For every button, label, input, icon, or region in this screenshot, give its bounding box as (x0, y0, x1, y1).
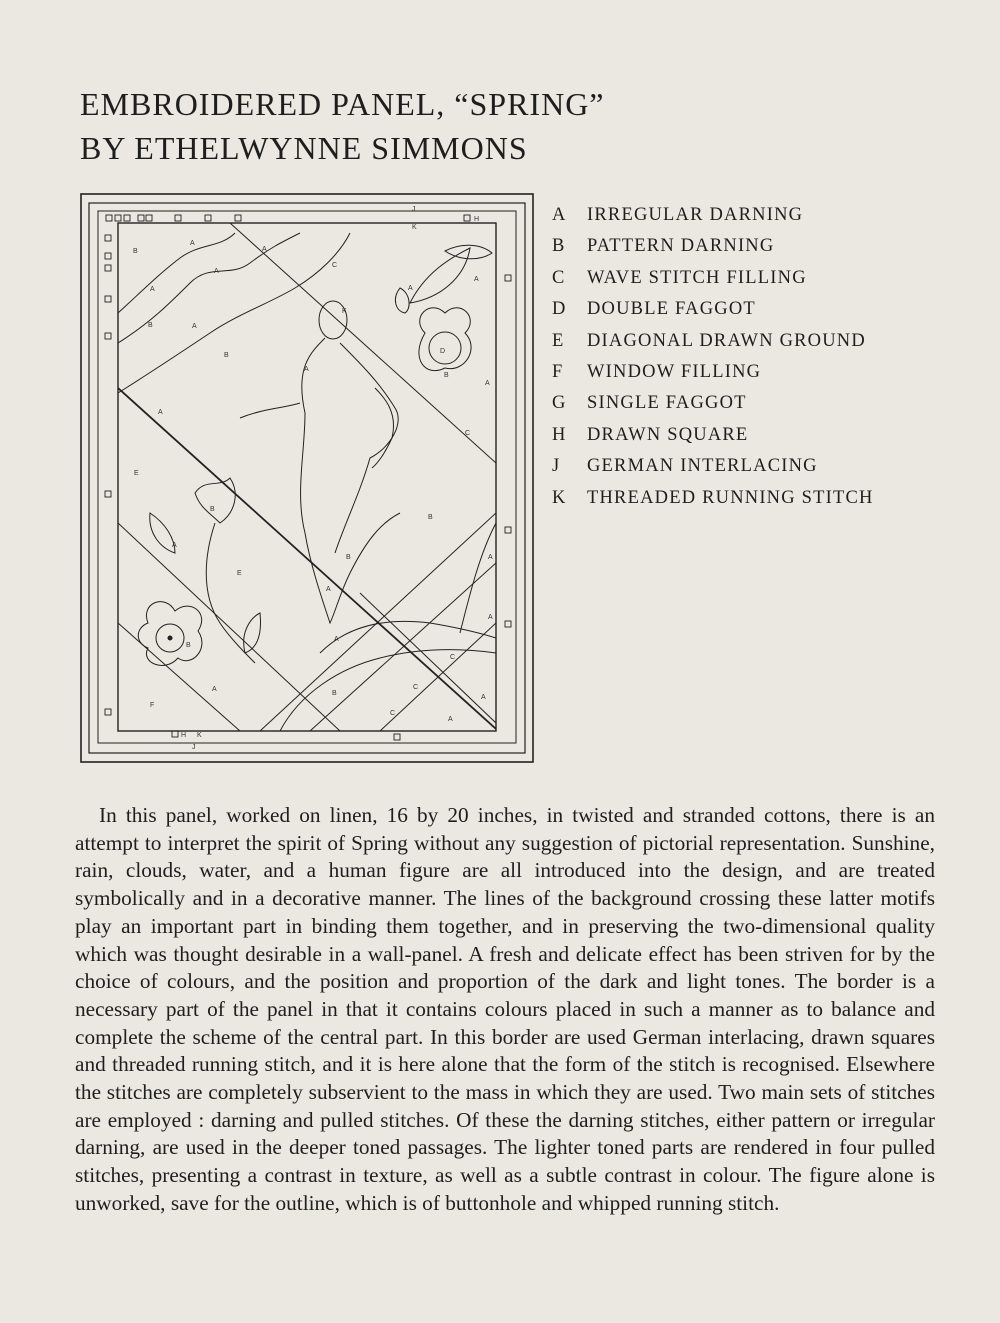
legend-item: F WINDOW FILLING (552, 361, 762, 382)
legend-item: B PATTERN DARNING (552, 236, 775, 257)
svg-text:J: J (192, 744, 196, 751)
inner-frame (118, 223, 496, 731)
legend-item: C WAVE STITCH FILLING (552, 267, 807, 288)
svg-text:C: C (390, 710, 396, 717)
svg-text:B: B (210, 506, 215, 513)
legend-item: A IRREGULAR DARNING (552, 205, 804, 225)
svg-text:B: B (346, 554, 351, 561)
svg-text:A: A (214, 268, 219, 275)
stitch-legend (552, 200, 992, 514)
page-title (80, 82, 605, 170)
svg-text:F: F (150, 702, 155, 709)
svg-text:B: B (186, 642, 191, 649)
svg-text:C: C (465, 430, 471, 437)
body-paragraph: In this panel, worked on linen, 16 by 20 inches, in twisted and stranded cottons, there is an attempt to interpret the spirit of Spring without any suggestion of pictorial representation. Sunshine, rain, clouds, water, and a human figure are all introduced into the design, and are treated symbolically and in a decorative manner. The lines of the background crossing these latter motifs play an important part in binding them together, and in preserving the two-dimensional quality which was thought desirable in a wall-panel. A fresh and delicate effect has been striven for by the choice of colours, and the position and proportion of the dark and light tones. The border is a necessary part of the panel in that it contains colours placed in such a manner as to balance and complete the scheme of the central part. In this border are used German interlacing, drawn squares and threaded running stitch, and it is here alone that the form of the stitch is recognised. Elsewhere the stitches are completely subservient to the mass in which they are used. Two main sets of stitches are employed : darning and pulled stitches. Of these the darning stitches, either pattern or irregular darning, are used in the deeper toned passages. The lighter toned parts are rendered in four pulled stitches, presenting a contrast in texture, as well as a subtle contrast in colour. The figure alone is unworked, save for the outline, which is of buttonhole and whipped running stitch. (75, 803, 935, 1215)
legend-item: K THREADED RUNNING STITCH (552, 487, 874, 508)
svg-text:B: B (332, 690, 337, 697)
svg-text:B: B (428, 514, 433, 521)
svg-text:A: A (334, 636, 339, 643)
outer-frame (81, 194, 533, 762)
legend-item: H DRAWN SQUARE (552, 424, 749, 445)
svg-text:A: A (326, 586, 331, 593)
svg-text:A: A (262, 246, 267, 253)
svg-text:C: C (413, 684, 419, 691)
svg-text:E: E (134, 470, 139, 477)
svg-text:K: K (412, 224, 417, 231)
svg-text:A: A (481, 694, 486, 701)
svg-text:K: K (197, 732, 202, 739)
svg-text:E: E (237, 570, 242, 577)
svg-text:C: C (332, 262, 338, 269)
title-line-2: BY ETHELWYNNE SIMMONS (80, 130, 528, 166)
legend-item: D DOUBLE FAGGOT (552, 299, 756, 320)
svg-text:A: A (488, 554, 493, 561)
embroidery-diagram (80, 193, 534, 763)
svg-text:A: A (212, 686, 217, 693)
legend-item: E DIAGONAL DRAWN GROUND (552, 330, 866, 351)
svg-text:A: A (172, 542, 177, 549)
svg-text:B: B (133, 248, 138, 255)
stitch-letters (133, 206, 493, 751)
svg-text:H: H (181, 732, 187, 739)
svg-text:A: A (150, 286, 155, 293)
svg-text:B: B (444, 372, 449, 379)
svg-text:A: A (158, 409, 163, 416)
diagram-drawing (80, 193, 534, 763)
svg-text:A: A (408, 285, 413, 292)
svg-text:A: A (304, 366, 309, 373)
title-line-1: EMBROIDERED PANEL, “SPRING” (80, 86, 605, 122)
svg-text:C: C (450, 654, 456, 661)
svg-text:J: J (412, 206, 416, 213)
svg-text:A: A (488, 614, 493, 621)
svg-text:H: H (474, 216, 480, 223)
svg-text:D: D (440, 348, 446, 355)
svg-text:A: A (190, 240, 195, 247)
svg-text:A: A (192, 323, 197, 330)
svg-text:K: K (342, 308, 347, 315)
svg-text:A: A (448, 716, 453, 723)
svg-text:B: B (148, 322, 153, 329)
svg-text:A: A (474, 276, 479, 283)
legend-item: J GERMAN INTERLACING (552, 456, 818, 477)
svg-text:A: A (485, 380, 490, 387)
legend-item: G SINGLE FAGGOT (552, 393, 747, 414)
svg-text:B: B (224, 352, 229, 359)
